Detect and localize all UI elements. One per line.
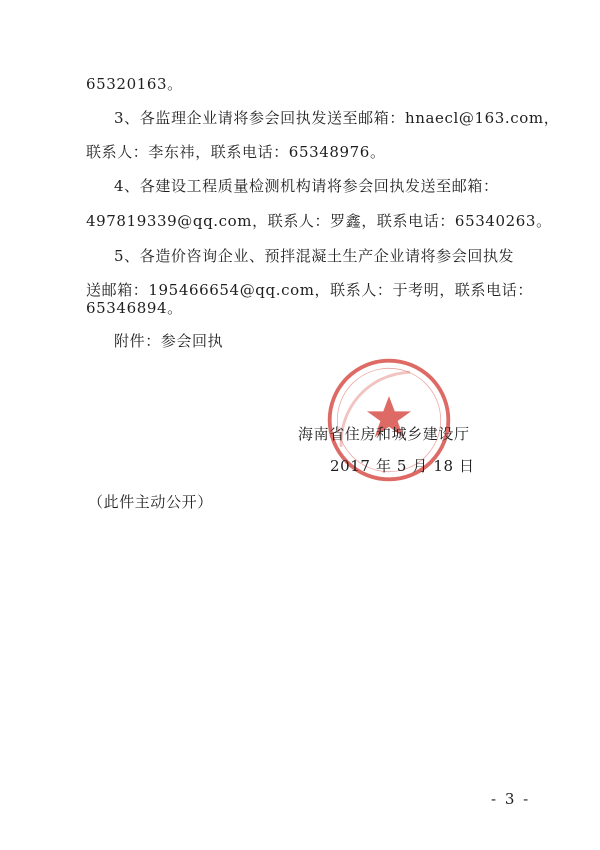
sender-name: 海南省住房和城乡建设厅 [298, 425, 470, 443]
issue-date: 2017 年 5 月 18 日 [330, 457, 475, 475]
text-line-1: 65320163。 [86, 75, 183, 93]
text-line-5: 497819339@qq.com，联系人：罗鑫，联系电话：65340263。 [86, 212, 552, 230]
disclosure-note: （此件主动公开） [88, 493, 213, 511]
text-line-8: 65346894。 [86, 299, 183, 317]
text-line-3: 联系人：李东祎，联系电话：65348976。 [86, 143, 386, 161]
text-line-7: 送邮箱：195466654@qq.com，联系人：于考明，联系电话： [86, 281, 533, 299]
text-line-2: 3、各监理企业请将参会回执发送至邮箱：hnaecl@163.com， [114, 109, 560, 127]
text-line-4: 4、各建设工程质量检测机构请将参会回执发送至邮箱： [114, 177, 499, 195]
attachment-line: 附件：参会回执 [114, 332, 224, 350]
page-number: - 3 - [491, 790, 531, 808]
text-line-6: 5、各造价咨询企业、预拌混凝土生产企业请将参会回执发 [114, 247, 515, 265]
